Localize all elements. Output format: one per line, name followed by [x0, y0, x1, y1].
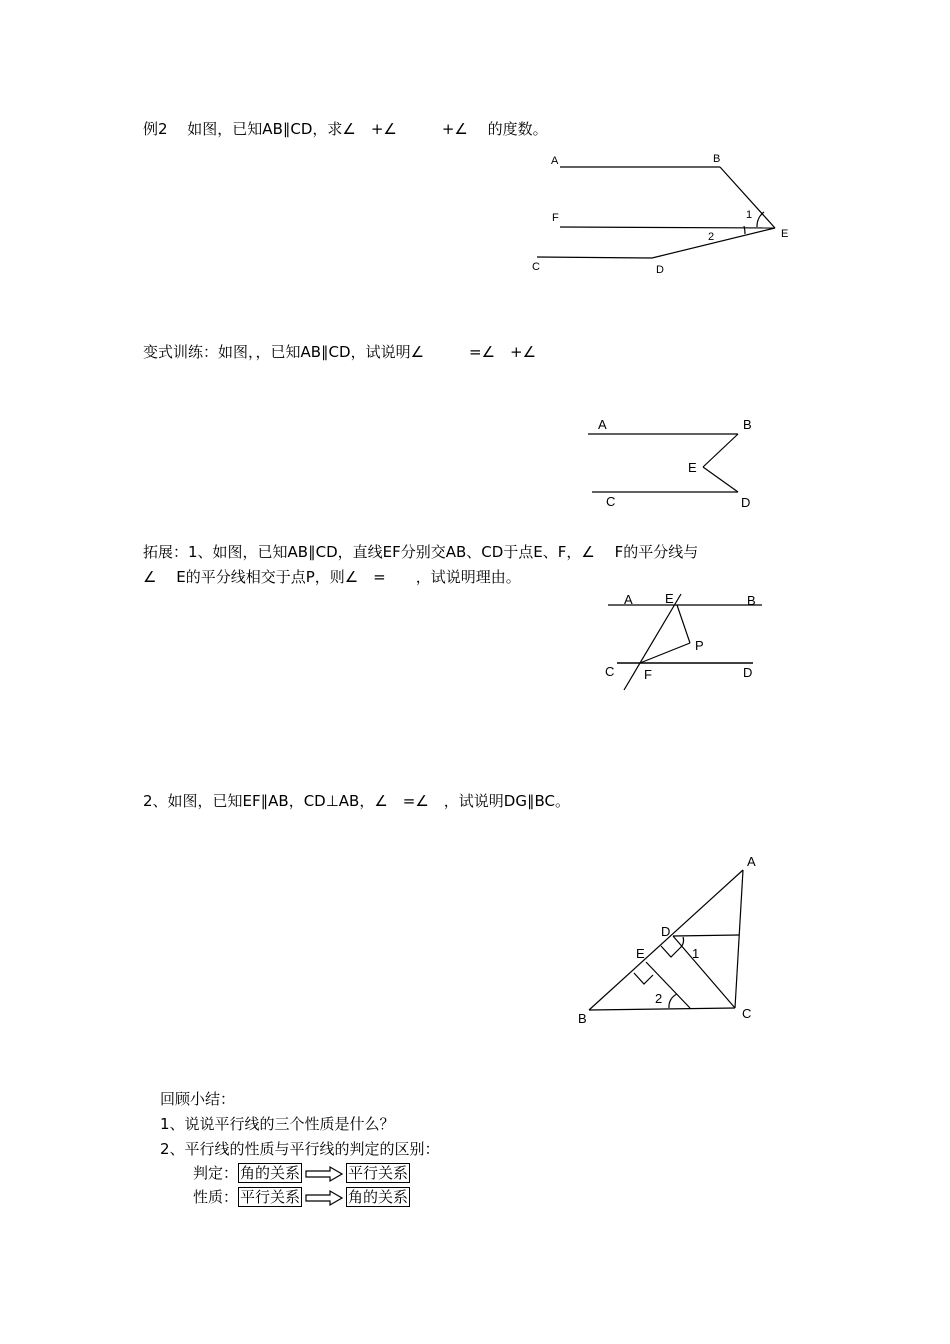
label-B: B	[578, 1011, 587, 1026]
label-A: A	[747, 854, 756, 869]
label-2: 2	[708, 231, 715, 243]
figure-variant	[588, 417, 752, 510]
extension2-text: 2、如图，已知EF∥AB，CD⊥AB，∠ =∠ ，试说明DG∥BC。	[143, 792, 570, 810]
label-2: 2	[655, 991, 663, 1006]
row-label: 性质：	[193, 1188, 239, 1206]
label-A: A	[598, 417, 607, 432]
summary-row-judgement	[193, 1164, 410, 1183]
label-E: E	[665, 591, 674, 606]
arrow-icon	[304, 1189, 344, 1207]
summary-q1: 1、说说平行线的三个性质是什么？	[160, 1115, 395, 1133]
label-D: D	[741, 495, 751, 510]
label-P: P	[695, 638, 704, 653]
label-A: A	[624, 592, 633, 607]
extension1-line2: ∠ E的平分线相交于点P，则∠ = ，试说明理由。	[143, 568, 521, 586]
to-box: 角的关系	[348, 1188, 409, 1206]
label-C: C	[605, 664, 615, 679]
label-1: 1	[746, 209, 753, 221]
arrow-icon	[304, 1165, 344, 1183]
figure-example2	[532, 153, 788, 276]
label-E: E	[688, 460, 697, 475]
summary-q2: 2、平行线的性质与平行线的判定的区别：	[160, 1140, 440, 1158]
label-B: B	[713, 153, 721, 165]
label-E: E	[781, 228, 789, 240]
label-C: C	[742, 1006, 752, 1021]
summary-title: 回顾小结：	[160, 1090, 236, 1108]
variant-text: 变式训练：如图，，已知AB∥CD，试说明∠ =∠ +∠	[143, 343, 537, 361]
label-E: E	[636, 946, 645, 961]
label-F: F	[552, 212, 559, 224]
label-D: D	[661, 924, 671, 939]
extension1-line1: 拓展：1、如图，已知AB∥CD，直线EF分别交AB、CD于点E、F，∠ F的平分线与	[143, 543, 699, 561]
label-B: B	[743, 417, 752, 432]
label-D: D	[743, 665, 753, 680]
label-D: D	[656, 264, 664, 276]
label-C: C	[606, 494, 616, 509]
label-C: C	[532, 261, 540, 273]
label-F: F	[644, 667, 652, 682]
label-1: 1	[692, 946, 700, 961]
to-box: 平行关系	[348, 1164, 409, 1182]
example2-text: 例2 如图，已知AB∥CD，求∠ +∠ +∠ 的度数。	[143, 120, 548, 138]
row-label: 判定：	[193, 1164, 239, 1182]
from-box: 角的关系	[240, 1164, 301, 1182]
label-A: A	[551, 155, 559, 167]
from-box: 平行关系	[240, 1188, 301, 1206]
figure-extension2	[578, 854, 756, 1026]
label-B: B	[747, 593, 756, 608]
figure-extension1	[605, 591, 762, 690]
summary-row-property	[193, 1188, 410, 1207]
